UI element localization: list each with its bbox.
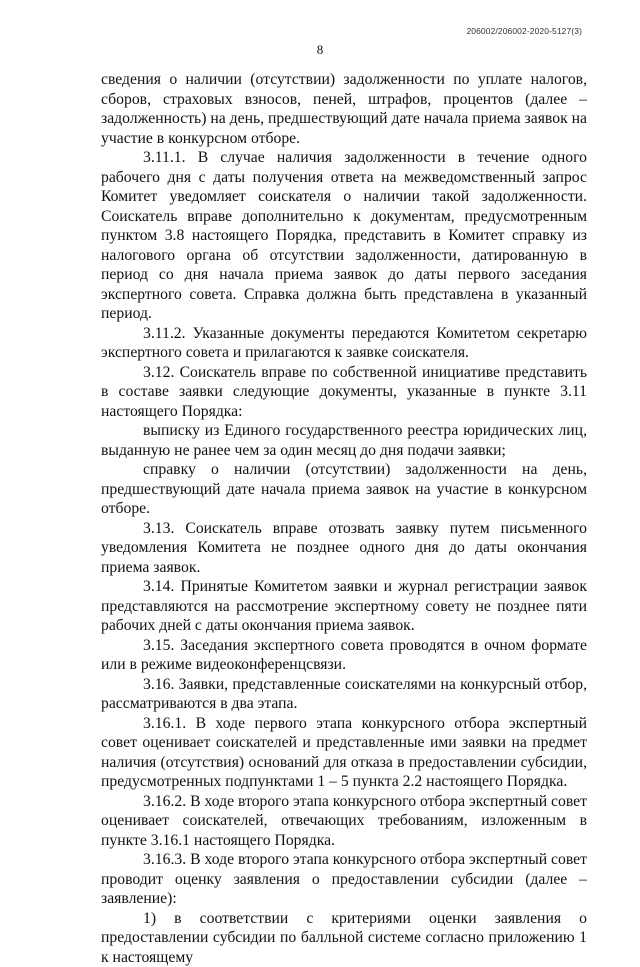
document-body [101,70,587,967]
page-number: 8 [0,42,640,58]
paragraph-3-11-1: 3.11.1. В случае наличия задолженности в течение одного рабочего дня с даты получения ответа на межведомственный запрос Комитет уведомляет соискателя о наличии такой задолженности. Соискатель вправе дополнительно к документам, предусмотренным пунктом 3.8 настоящего Порядка, представить в Комитет справку из налогового органа об отсутствии задолженности, датированную в период со дня начала приема заявок до даты первого заседания экспертного совета. Справка должна быть представлена в указанный период. [101,148,587,324]
paragraph-item-1: 1) в соответствии с критериями оценки заявления о предоставлении субсидии по балльной системе согласно приложению 1 к настоящему [101,909,587,967]
paragraph-3-16-2: 3.16.2. В ходе второго этапа конкурсного отбора экспертный совет оценивает соискателей, отвечающих требованиям, изложенным в пункте 3.16.1 настоящего Порядка. [101,792,587,851]
paragraph-3-16: 3.16. Заявки, представленные соискателями на конкурсный отбор, рассматриваются в два этапа. [101,675,587,714]
document-id: 206002/206002-2020-5127(3) [466,26,582,36]
paragraph-debt-certificate: справку о наличии (отсутствии) задолженности на день, предшествующий дате начала приема заявок на участие в конкурсном отборе. [101,460,587,519]
paragraph-3-11-2: 3.11.2. Указанные документы передаются Комитетом секретарю экспертного совета и прилагаются к заявке соискателя. [101,324,587,363]
paragraph-3-14: 3.14. Принятые Комитетом заявки и журнал регистрации заявок представляются на рассмотрение экспертному совету не позднее пяти рабочих дней с даты окончания приема заявок. [101,577,587,636]
paragraph-3-15: 3.15. Заседания экспертного совета проводятся в очном формате или в режиме видеоконференцсвязи. [101,636,587,675]
paragraph-registry-extract: выписку из Единого государственного реестра юридических лиц, выданную не ранее чем за один месяц до дня подачи заявки; [101,421,587,460]
paragraph-3-16-3: 3.16.3. В ходе второго этапа конкурсного отбора экспертный совет проводит оценку заявления о предоставлении субсидии (далее – заявление): [101,850,587,909]
paragraph-3-13: 3.13. Соискатель вправе отозвать заявку путем письменного уведомления Комитета не позднее одного дня до даты окончания приема заявок. [101,519,587,578]
paragraph-3-16-1: 3.16.1. В ходе первого этапа конкурсного отбора экспертный совет оценивает соискателей и представленные ими заявки на предмет наличия (отсутствия) оснований для отказа в предоставлении субсидии, предусмотренных подпунктами 1 – 5 пункта 2.2 настоящего Порядка. [101,714,587,792]
paragraph-3-12: 3.12. Соискатель вправе по собственной инициативе представить в составе заявки следующие документы, указанные в пункте 3.11 настоящего Порядка: [101,363,587,422]
paragraph-debt-info: сведения о наличии (отсутствии) задолженности по уплате налогов, сборов, страховых взносов, пеней, штрафов, процентов (далее – задолженность) на день, предшествующий дате начала приема заявок на участие в конкурсном отборе. [101,70,587,148]
